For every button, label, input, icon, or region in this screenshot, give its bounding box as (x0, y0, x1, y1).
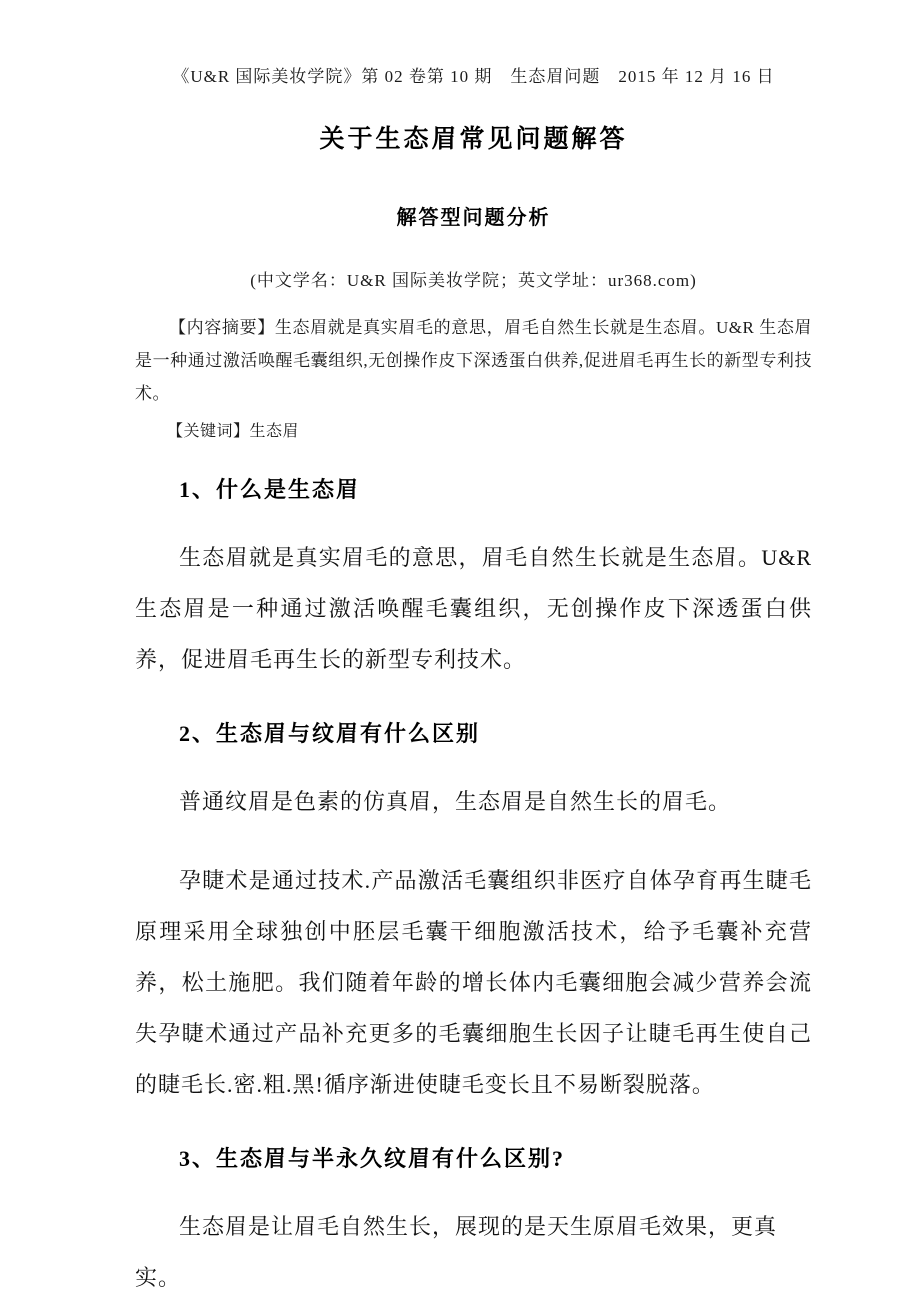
abstract-paragraph: 【内容摘要】生态眉就是真实眉毛的意思，眉毛自然生长就是生态眉。U&R 生态眉是一种通过激活唤醒毛囊组织,无创操作皮下深透蛋白供养,促进眉毛再生长的新型专利技术。 (135, 318, 812, 403)
journal-issue-header: 《U&R 国际美妆学院》第 02 卷第 10 期 生态眉问题 2015 年 12 月 16 日 (172, 67, 775, 86)
section-1-paragraph: 生态眉就是真实眉毛的意思，眉毛自然生长就是生态眉。U&R 生态眉是一种通过激活唤醒毛囊组织，无创操作皮下深透蛋白供养，促进眉毛再生长的新型专利技术。 (135, 545, 812, 672)
section-3-paragraph: 生态眉是让眉毛自然生长，展现的是天生原眉毛效果，更真实。 (135, 1214, 778, 1290)
section-2-paragraph-2: 孕睫术是通过技术.产品激活毛囊组织非医疗自体孕育再生睫毛原理采用全球独创中胚层毛囊干细胞激活技术，给予毛囊补充营养，松土施肥。我们随着年龄的增长体内毛囊细胞会减少营养会流失孕睫术通过产品补充更多的毛囊细胞生长因子让睫毛再生使自己的睫毛长.密.粗.黑!循序渐进使睫毛变长且不易断裂脱落。 (135, 868, 812, 1097)
section-2 (135, 717, 812, 1110)
document-subtitle: 解答型问题分析 (396, 207, 551, 229)
section-1-heading: 1、什么是生态眉 (179, 477, 361, 502)
keywords-line: 【关键词】生态眉 (167, 423, 300, 440)
document-title: 关于生态眉常见问题解答 (319, 126, 628, 153)
section-2-heading: 2、生态眉与纹眉有什么区别 (179, 721, 481, 746)
section-3 (135, 1142, 812, 1302)
section-1 (135, 473, 812, 685)
school-name-line: (中文学名：U&R 国际美妆学院；英文学址：ur368.com) (250, 271, 697, 290)
section-3-heading: 3、生态眉与半永久纹眉有什么区别? (179, 1146, 566, 1171)
section-2-paragraph-1: 普通纹眉是色素的仿真眉，生态眉是自然生长的眉毛。 (179, 789, 732, 814)
